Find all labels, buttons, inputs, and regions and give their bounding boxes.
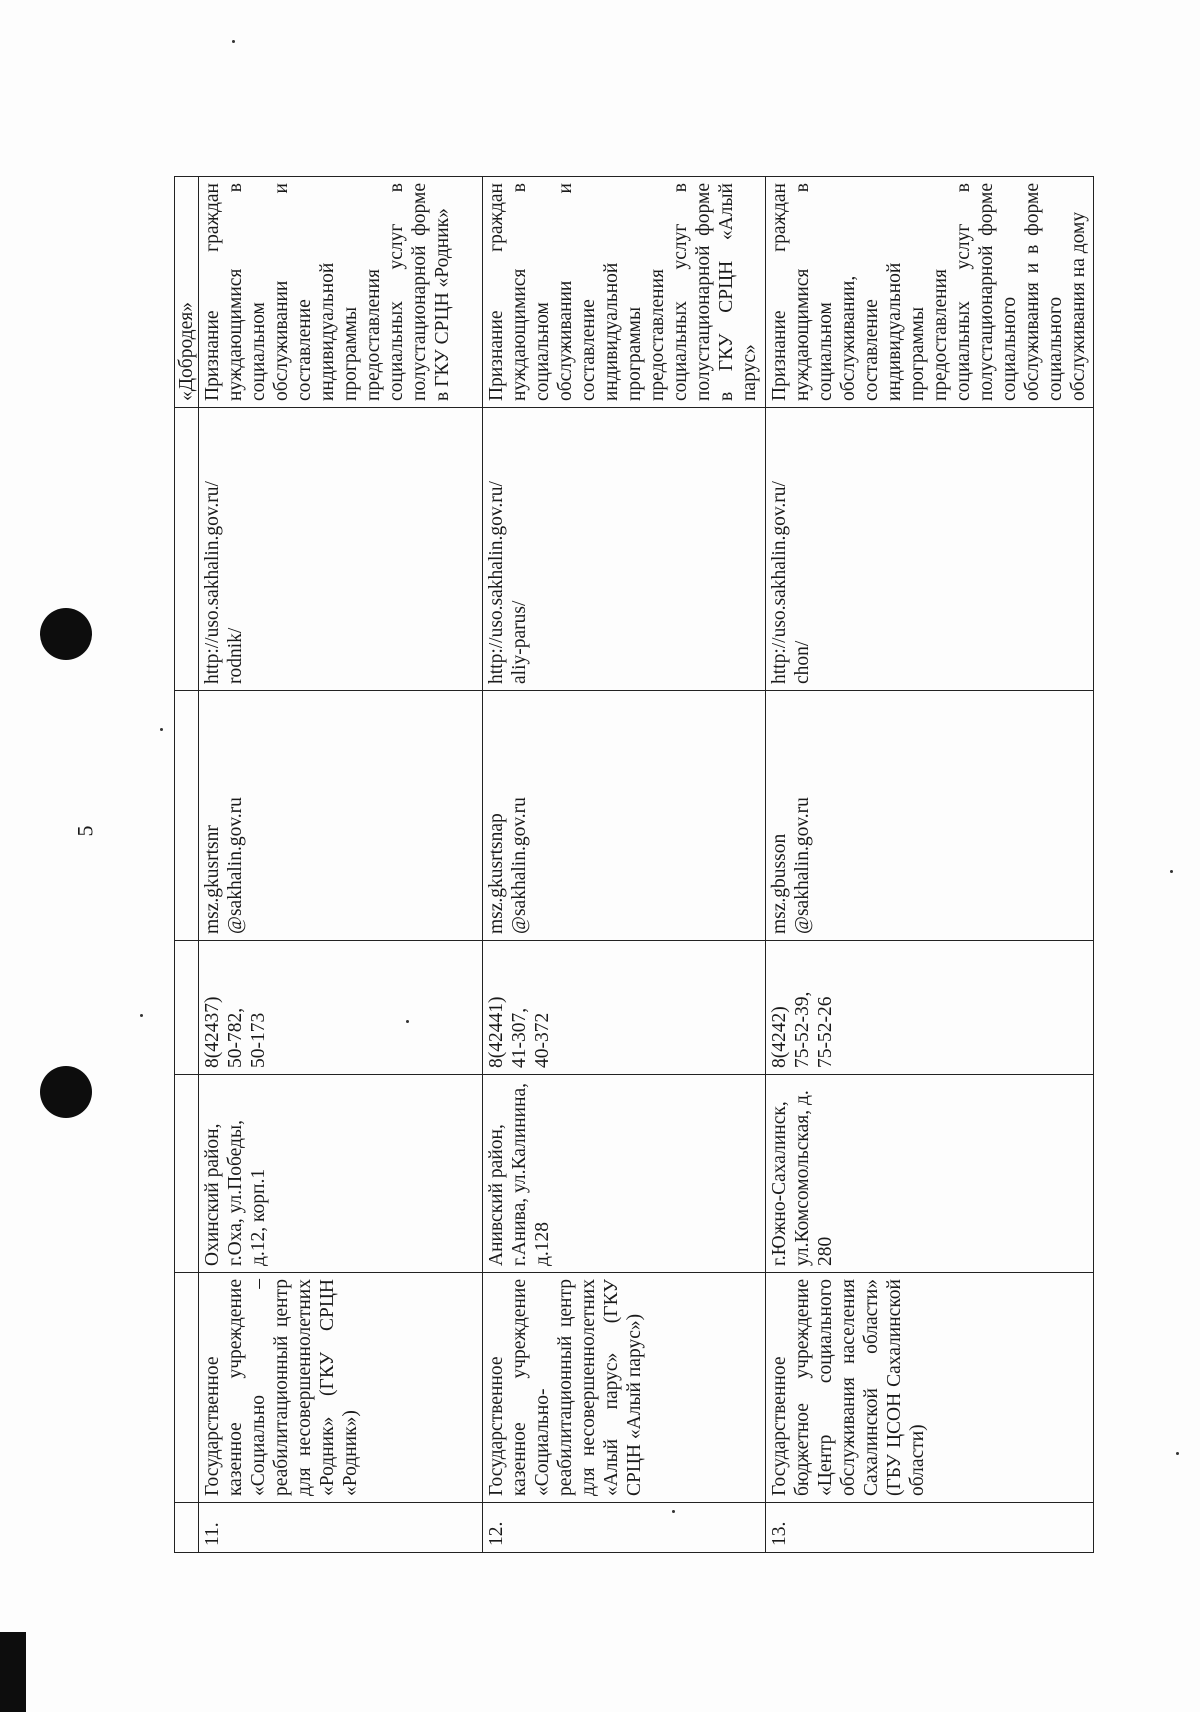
website-link[interactable]: http://uso.sakhalin.gov.ru/ chon/ xyxy=(766,408,1094,691)
scan-speck xyxy=(1176,1452,1179,1455)
scan-speck xyxy=(232,40,235,43)
table-cell xyxy=(175,1273,199,1503)
services-table xyxy=(174,176,1094,1553)
table-cell xyxy=(175,408,199,691)
scan-speck xyxy=(140,1014,143,1017)
punch-hole xyxy=(40,608,92,660)
email-cell: msz.gbusson @sakhalin.gov.ru xyxy=(766,691,1094,941)
row-number: 12. xyxy=(482,1503,766,1553)
table-row xyxy=(766,177,1094,1553)
services-table-wrapper xyxy=(174,177,1094,1553)
email-cell: msz.gkusrtsnr @sakhalin.gov.ru xyxy=(199,691,483,941)
continuation-row xyxy=(175,177,199,1553)
email-cell: msz.gkusrtsnap @sakhalin.gov.ru xyxy=(482,691,766,941)
institution-name: Государственное бюджетное учреждение «Центр социального обслуживания населения Сахалинской области» (ГБУ ЦСОН Сахалинской области) xyxy=(766,1273,1094,1503)
row-number: 13. xyxy=(766,1503,1094,1553)
institution-name: Государственное казенное учреждение «Социально-реабилитационный центр для несовершеннолетних «Алый парус» (ГКУ СРЦН «Алый парус») xyxy=(482,1273,766,1503)
address-cell: г.Южно-Сахалинск, ул.Комсомольская, д. 280 xyxy=(766,1075,1094,1273)
phone-cell: 8(42441) 41-307, 40-372 xyxy=(482,941,766,1075)
table-cell xyxy=(175,941,199,1075)
service-description: Признание граждан нуждающимися в социальном обслуживании, составление индивидуальной программы предоставления социальных услуг в полустационарной форме социального обслуживания и в форме социального обслуживания на дому xyxy=(766,177,1094,408)
phone-cell: 8(42437) 50-782, 50-173 xyxy=(199,941,483,1075)
service-description: Признание граждан нуждающимися в социальном обслуживании и составление индивидуальной программы предоставления социальных услуг в полустационарной форме в ГКУ СРЦН «Алый парус» xyxy=(482,177,766,408)
table-row xyxy=(482,177,766,1553)
table-row xyxy=(199,177,483,1553)
continuation-cell: «Добродея» xyxy=(175,177,199,408)
table-cell xyxy=(175,691,199,941)
row-number: 11. xyxy=(199,1503,483,1553)
website-link[interactable]: http://uso.sakhalin.gov.ru/ aliy-parus/ xyxy=(482,408,766,691)
page-number: 5 xyxy=(72,825,98,837)
scan-speck xyxy=(160,728,163,731)
phone-cell: 8(4242) 75-52-39, 75-52-26 xyxy=(766,941,1094,1075)
punch-hole xyxy=(40,1066,92,1118)
scan-edge-mark xyxy=(0,1632,26,1712)
institution-name: Государственное казенное учреждение «Социально – реабилитационный центр для несовершеннолетних «Родник» (ГКУ СРЦН «Родник») xyxy=(199,1273,483,1503)
service-description: Признание граждан нуждающимися в социальном обслуживании и составление индивидуальной программы предоставления социальных услуг в полустационарной форме в ГКУ СРЦН «Родник» xyxy=(199,177,483,408)
website-link[interactable]: http://uso.sakhalin.gov.ru/ rodnik/ xyxy=(199,408,483,691)
address-cell: Анивский район, г.Анива, ул.Калинина, д.128 xyxy=(482,1075,766,1273)
scan-speck xyxy=(1170,870,1173,873)
table-cell xyxy=(175,1075,199,1273)
table-cell xyxy=(175,1503,199,1553)
address-cell: Охинский район, г.Оха, ул.Победы, д.12, корп.1 xyxy=(199,1075,483,1273)
